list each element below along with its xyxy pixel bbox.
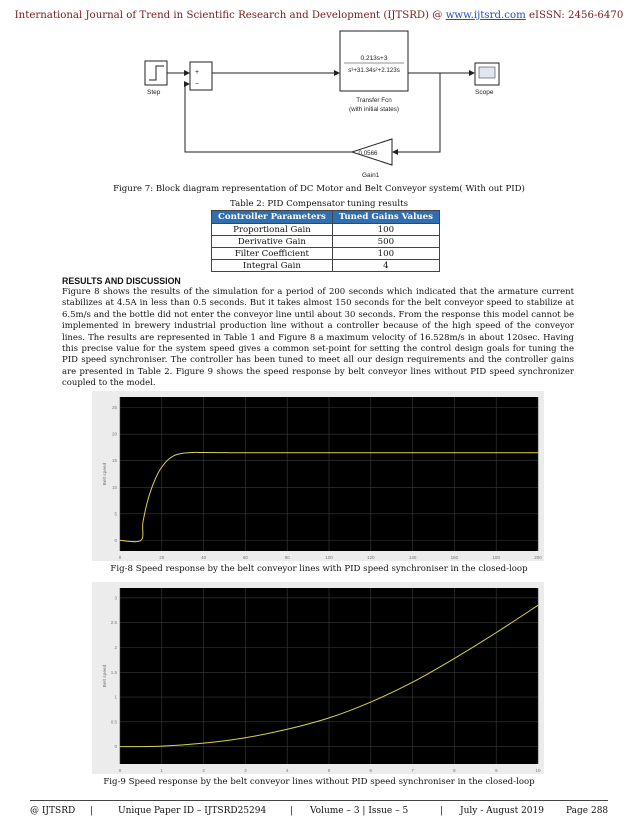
y-tick-label: 1 xyxy=(114,694,117,700)
y-tick-label: 0.5 xyxy=(110,719,117,725)
pid-table xyxy=(211,210,440,272)
header-suffix: eISSN: 2456-6470 xyxy=(525,10,624,21)
tf-label-line1: Transfer Fcn xyxy=(356,97,392,104)
data-point xyxy=(174,455,175,456)
table-header-cell: Tuned Gains Values xyxy=(332,211,439,224)
table-cell: Filter Coefficient xyxy=(212,248,333,260)
data-point xyxy=(496,452,497,453)
scope-block xyxy=(475,63,499,96)
y-tick-label: 0 xyxy=(114,744,117,750)
y-tick-label: 5 xyxy=(114,511,117,517)
data-point xyxy=(157,474,158,475)
tf-numerator: 0.213s+3 xyxy=(360,55,388,62)
footer-sep: | xyxy=(90,806,94,816)
block-diagram xyxy=(130,26,510,186)
table-header-cell: Controller Parameters xyxy=(212,211,333,224)
x-tick-label: 40 xyxy=(201,555,207,560)
data-point xyxy=(454,452,455,453)
footer-date: July - August 2019 xyxy=(460,806,544,816)
data-point xyxy=(370,452,371,453)
y-tick-label: 0 xyxy=(114,537,117,543)
journal-link[interactable]: www.ijtsrd.com xyxy=(445,10,526,21)
data-point xyxy=(412,452,413,453)
data-point xyxy=(287,452,288,453)
x-tick-label: 0 xyxy=(118,555,122,560)
x-tick-label: 200 xyxy=(534,555,542,560)
tf-label-line2: (with initial states) xyxy=(348,106,400,113)
x-tick-label: 10 xyxy=(535,768,541,773)
x-tick-label: 20 xyxy=(159,555,165,560)
x-tick-label: 6 xyxy=(369,768,373,773)
x-tick-label: 5 xyxy=(327,768,331,773)
footer-sep: | xyxy=(440,806,444,816)
y-tick-label: 2.5 xyxy=(110,620,117,626)
data-point xyxy=(182,453,183,454)
data-point xyxy=(538,605,539,606)
data-point xyxy=(412,682,413,683)
x-tick-label: 8 xyxy=(453,768,456,773)
table-cell: 100 xyxy=(332,248,439,260)
x-tick-label: 0 xyxy=(118,768,122,773)
y-tick-label: 25 xyxy=(111,405,117,411)
y-tick-label: 10 xyxy=(111,484,117,490)
y-axis-label: Belt speed xyxy=(103,462,108,486)
footer-sep: | xyxy=(290,806,294,816)
data-point xyxy=(538,452,539,453)
x-tick-label: 140 xyxy=(408,555,417,560)
fig8-chart xyxy=(92,391,544,561)
fig9-chart xyxy=(92,582,544,774)
fig9-plot-frame xyxy=(92,582,544,774)
table-header-row xyxy=(212,211,440,224)
x-tick-label: 3 xyxy=(244,768,247,773)
step-block xyxy=(145,61,167,96)
data-point xyxy=(329,717,330,718)
data-point xyxy=(370,702,371,703)
data-point xyxy=(143,521,144,522)
section-heading: RESULTS AND DISCUSSION xyxy=(62,276,181,286)
data-point xyxy=(224,452,225,453)
data-point xyxy=(203,452,204,453)
footer-volume: Volume – 3 | Issue – 5 xyxy=(310,806,409,816)
y-axis-label: Belt speed xyxy=(103,664,108,688)
footer-journal: @ IJTSRD xyxy=(30,806,76,816)
data-point xyxy=(454,658,455,659)
data-point xyxy=(245,737,246,738)
table2-caption: Table 2: PID Compensator tuning results xyxy=(230,199,408,209)
x-tick-label: 80 xyxy=(284,555,290,560)
transfer-fcn-block xyxy=(340,31,408,113)
x-tick-label: 2 xyxy=(202,768,205,773)
y-tick-label: 1.5 xyxy=(110,669,117,675)
step-label: Step xyxy=(147,89,161,96)
x-tick-label: 1 xyxy=(160,768,164,773)
sum-minus-sign: − xyxy=(195,81,200,88)
table-cell: Integral Gain xyxy=(212,260,333,272)
table-cell: 500 xyxy=(332,236,439,248)
gain-block xyxy=(352,139,392,179)
y-tick-label: 3 xyxy=(114,595,117,601)
y-tick-label: 20 xyxy=(111,431,117,437)
data-point xyxy=(120,746,121,747)
footer-rule xyxy=(30,800,608,801)
table-cell: 4 xyxy=(332,260,439,272)
data-point xyxy=(141,540,142,541)
x-tick-label: 60 xyxy=(242,555,248,560)
table-cell: Proportional Gain xyxy=(212,224,333,236)
results-paragraph: Figure 8 shows the results of the simulation for a period of 200 seconds which indicated that the armature current stabilizes at 4.5A in less than 0.5 seconds. But it takes almost 150 seconds for the belt conveyor speed to stabilize at 6.5m/s and the bottle did not enter the conveyor line until about 30 seconds. From the response this model cannot be implemented in brewery industrial production line without a controller because of the high speed of the conveyor lines. The results are represented in Table 1 and Figure 8 a maximum velocity of 16.528m/s in about 120sec. Having this precise value for the system speed gives a common set-point for setting the control design goals for tuning the PID speed synchroniser. The controller has been tuned to meet all our design requirements and the controller gains are presented in Table 2. Figure 9 shows the speed response by belt conveyor lines without PID speed synchronizer coupled to the model. xyxy=(62,287,574,389)
data-point xyxy=(245,452,246,453)
data-point xyxy=(193,452,194,453)
table-cell: 100 xyxy=(332,224,439,236)
table-row xyxy=(212,236,440,248)
data-point xyxy=(203,743,204,744)
table-row xyxy=(212,248,440,260)
data-point xyxy=(120,540,121,541)
fig9-caption: Fig-9 Speed response by the belt conveyor lines without PID speed synchroniser in the closed-loop xyxy=(103,777,535,787)
footer-page: Page 288 xyxy=(566,806,609,816)
x-tick-label: 120 xyxy=(367,555,375,560)
gain-label: Gain1 xyxy=(362,172,380,179)
x-tick-label: 100 xyxy=(325,555,333,560)
fig8-caption: Fig-8 Speed response by the belt conveyor lines with PID speed synchroniser in the closed-loop xyxy=(110,564,528,574)
x-tick-label: 9 xyxy=(494,768,498,773)
sum-plus-sign: + xyxy=(195,69,200,76)
scope-label: Scope xyxy=(475,89,494,96)
table-row xyxy=(212,224,440,236)
x-tick-label: 7 xyxy=(411,768,414,773)
footer-paper-id: Unique Paper ID – IJTSRD25294 xyxy=(118,806,267,816)
tf-denominator: s³+31.34s²+2.123s xyxy=(348,67,400,74)
y-tick-label: 2 xyxy=(114,644,117,650)
x-tick-label: 180 xyxy=(492,555,500,560)
header-prefix: International Journal of Trend in Scientific Research and Development (IJTSRD) @ xyxy=(14,10,446,21)
sum-block xyxy=(190,62,212,90)
journal-header xyxy=(0,10,638,21)
feedback-line-left xyxy=(185,84,352,152)
data-point xyxy=(149,495,150,496)
x-tick-label: 160 xyxy=(450,555,459,560)
gain-value: 0.0566 xyxy=(358,150,378,157)
data-point xyxy=(166,461,167,462)
data-point xyxy=(329,452,330,453)
table-cell: Derivative Gain xyxy=(212,236,333,248)
data-point xyxy=(496,632,497,633)
data-point xyxy=(161,746,162,747)
fig8-plot-frame xyxy=(92,391,544,561)
figure7-caption: Figure 7: Block diagram representation of DC Motor and Belt Conveyor system( With out PID) xyxy=(113,184,525,194)
data-point xyxy=(287,729,288,730)
x-tick-label: 4 xyxy=(285,768,289,773)
y-tick-label: 15 xyxy=(111,458,117,464)
table-row xyxy=(212,260,440,272)
